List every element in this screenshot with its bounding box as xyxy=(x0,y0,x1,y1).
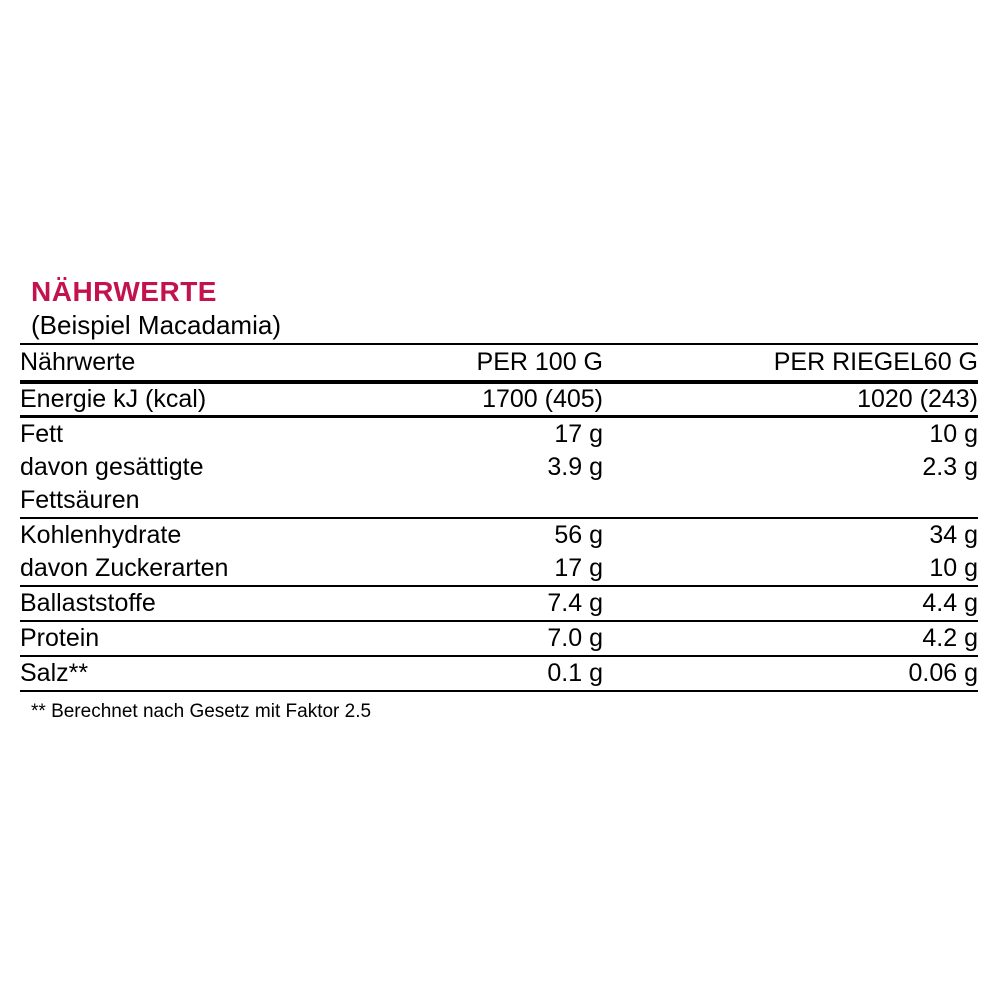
table-row-ballaststoffe xyxy=(20,586,978,621)
row-label: Fett xyxy=(20,420,64,448)
value-per-riegel: 0.06 g xyxy=(908,659,978,687)
table-row-davon-zuckerarten xyxy=(20,552,978,586)
table-row-protein xyxy=(20,621,978,656)
value-per-riegel: 4.2 g xyxy=(922,624,978,652)
row-label: davon gesättigte xyxy=(20,453,204,481)
row-label: Salz** xyxy=(20,659,89,687)
value-per-100g xyxy=(390,484,603,518)
value-per-riegel: 2.3 g xyxy=(922,453,978,481)
value-per-100g: 17 g xyxy=(554,420,603,448)
table-header-row xyxy=(20,344,978,382)
row-label: davon Zuckerarten xyxy=(20,554,229,582)
row-label: Fettsäuren xyxy=(20,486,140,514)
row-label: Kohlenhydrate xyxy=(20,521,182,549)
row-label: Ballaststoffe xyxy=(20,589,156,617)
value-per-100g: 17 g xyxy=(554,554,603,582)
table-row-davon-gesaettigte xyxy=(20,451,978,484)
row-label: Energie kJ (kcal) xyxy=(20,385,207,413)
value-per-100g: 3.9 g xyxy=(547,453,603,481)
table-row-salz xyxy=(20,656,978,691)
nutrition-facts-section xyxy=(20,277,978,723)
column-header-nutrient: Nährwerte xyxy=(20,348,136,376)
section-title: NÄHRWERTE xyxy=(31,276,217,307)
row-label: Protein xyxy=(20,624,100,652)
value-per-100g: 1700 (405) xyxy=(482,385,603,413)
value-per-riegel: 4.4 g xyxy=(922,589,978,617)
value-per-riegel: 1020 (243) xyxy=(857,385,978,413)
section-subtitle: (Beispiel Macadamia) xyxy=(31,310,281,340)
value-per-100g: 7.4 g xyxy=(547,589,603,617)
table-row-fettsaeuren xyxy=(20,484,978,518)
value-per-100g: 56 g xyxy=(554,521,603,549)
column-header-per-100g: PER 100 G xyxy=(476,348,603,376)
value-per-riegel: 10 g xyxy=(929,420,978,448)
table-row-energie xyxy=(20,382,978,417)
value-per-100g: 7.0 g xyxy=(547,624,603,652)
nutrition-table xyxy=(20,343,978,692)
column-header-per-riegel: PER RIEGEL60 G xyxy=(773,348,978,376)
value-per-100g: 0.1 g xyxy=(547,659,603,687)
footnote: ** Berechnet nach Gesetz mit Faktor 2.5 xyxy=(31,701,372,722)
value-per-riegel xyxy=(603,484,978,518)
value-per-riegel: 34 g xyxy=(929,521,978,549)
value-per-riegel: 10 g xyxy=(929,554,978,582)
table-row-kohlenhydrate xyxy=(20,518,978,552)
table-row-fett xyxy=(20,417,978,452)
